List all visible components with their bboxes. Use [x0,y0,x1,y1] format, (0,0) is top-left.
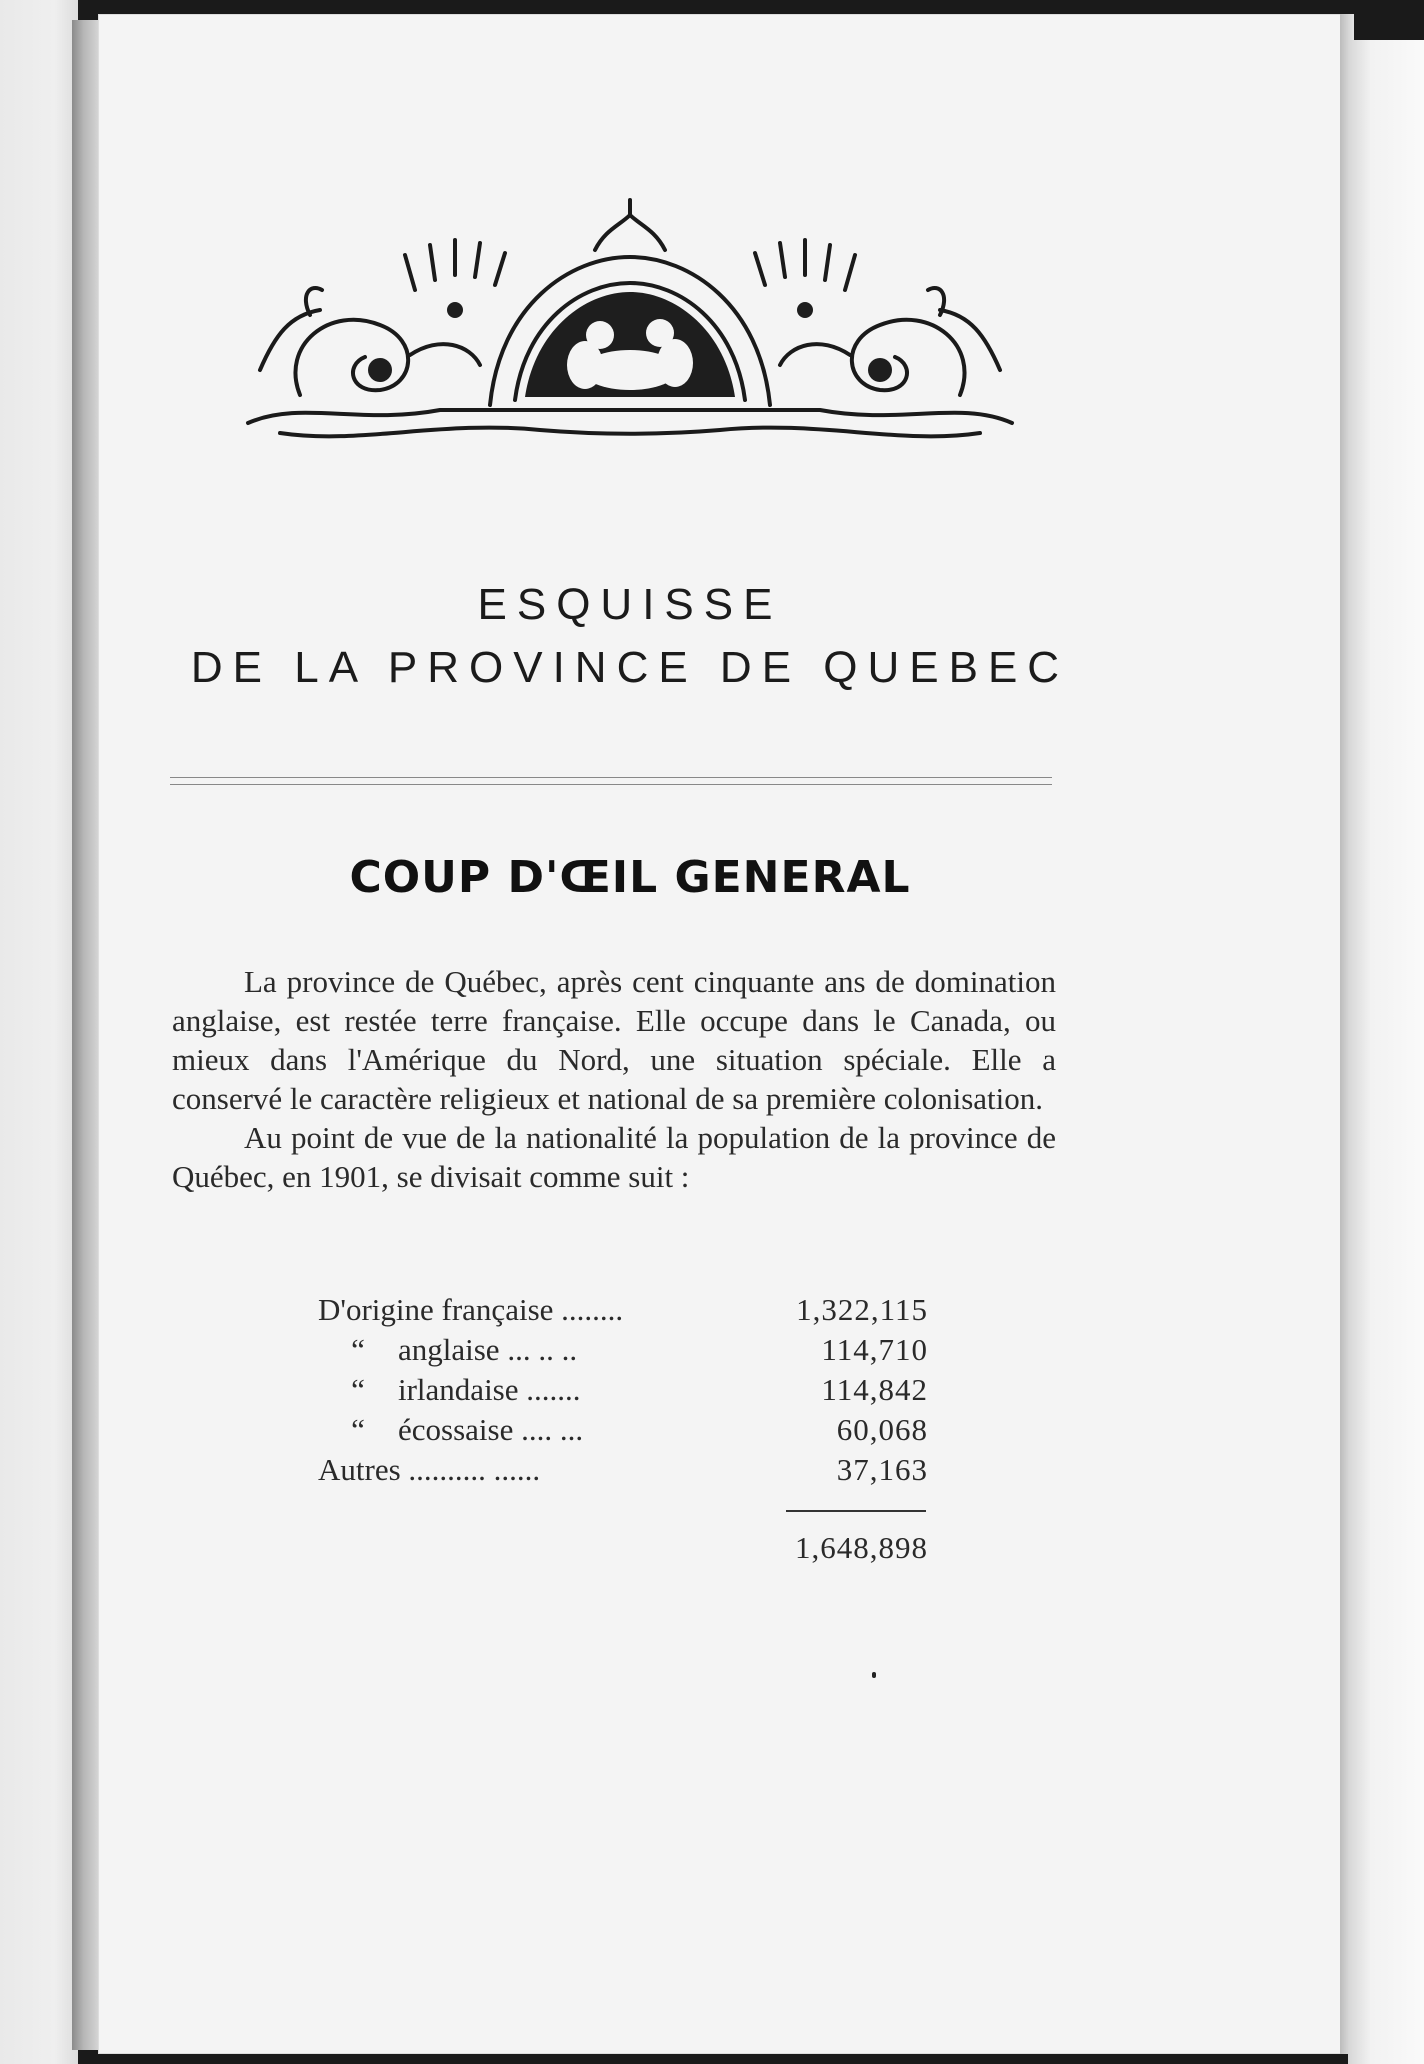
row-label: D'origine française [318,1292,554,1327]
population-table [318,1290,928,1490]
table-row [318,1330,928,1370]
table-row [318,1290,928,1330]
table-row [318,1410,928,1450]
dot-leader: .... ... [513,1412,584,1447]
left-page-edge [0,0,78,2064]
section-heading: COUP D'ŒIL GENERAL [349,852,911,903]
table-row [318,1370,928,1410]
paragraph-1: La province de Québec, après cent cinquante ans de domination anglaise, est restée terre française. Elle occupe dans le Canada, ou mieux dans l'Amérique du Nord, une situation spéciale. Elle a conservé le caractère religieux et national de sa première colonisation. [172,964,1056,1116]
dot-leader: ........ [553,1292,624,1327]
row-label: anglaise [398,1332,500,1367]
row-value: 1,322,115 [796,1292,928,1327]
row-value: 37,163 [836,1452,928,1487]
ditto-mark: “ [351,1372,365,1407]
dot-leader: ....... [518,1372,581,1407]
dot-leader: ... .. .. [499,1332,578,1367]
page-title-line-2: DE LA PROVINCE DE QUEBEC [190,643,1070,692]
page-title-line-1: ESQUISSE [477,580,783,629]
right-page-edge [1348,40,1424,2064]
ditto-mark: “ [351,1412,365,1447]
ditto-mark: “ [351,1332,365,1367]
ink-speck [872,1672,876,1678]
row-value: 114,842 [821,1372,928,1407]
row-label: écossaise [398,1412,514,1447]
book-gutter [72,20,100,2050]
row-label: irlandaise [398,1372,519,1407]
table-row [318,1450,928,1490]
row-label: Autres [318,1452,401,1487]
population-total: 1,648,898 [795,1530,928,1565]
body-text [172,962,1056,1196]
row-value: 60,068 [836,1412,928,1447]
double-rule-divider [170,777,1052,785]
row-value: 114,710 [821,1332,928,1367]
dot-leader: .......... ...... [400,1452,541,1487]
paragraph-2: Au point de vue de la nationalité la population de la province de Québec, en 1901, se divisait comme suit : [172,1120,1056,1194]
ornament-headpiece [240,195,1020,455]
